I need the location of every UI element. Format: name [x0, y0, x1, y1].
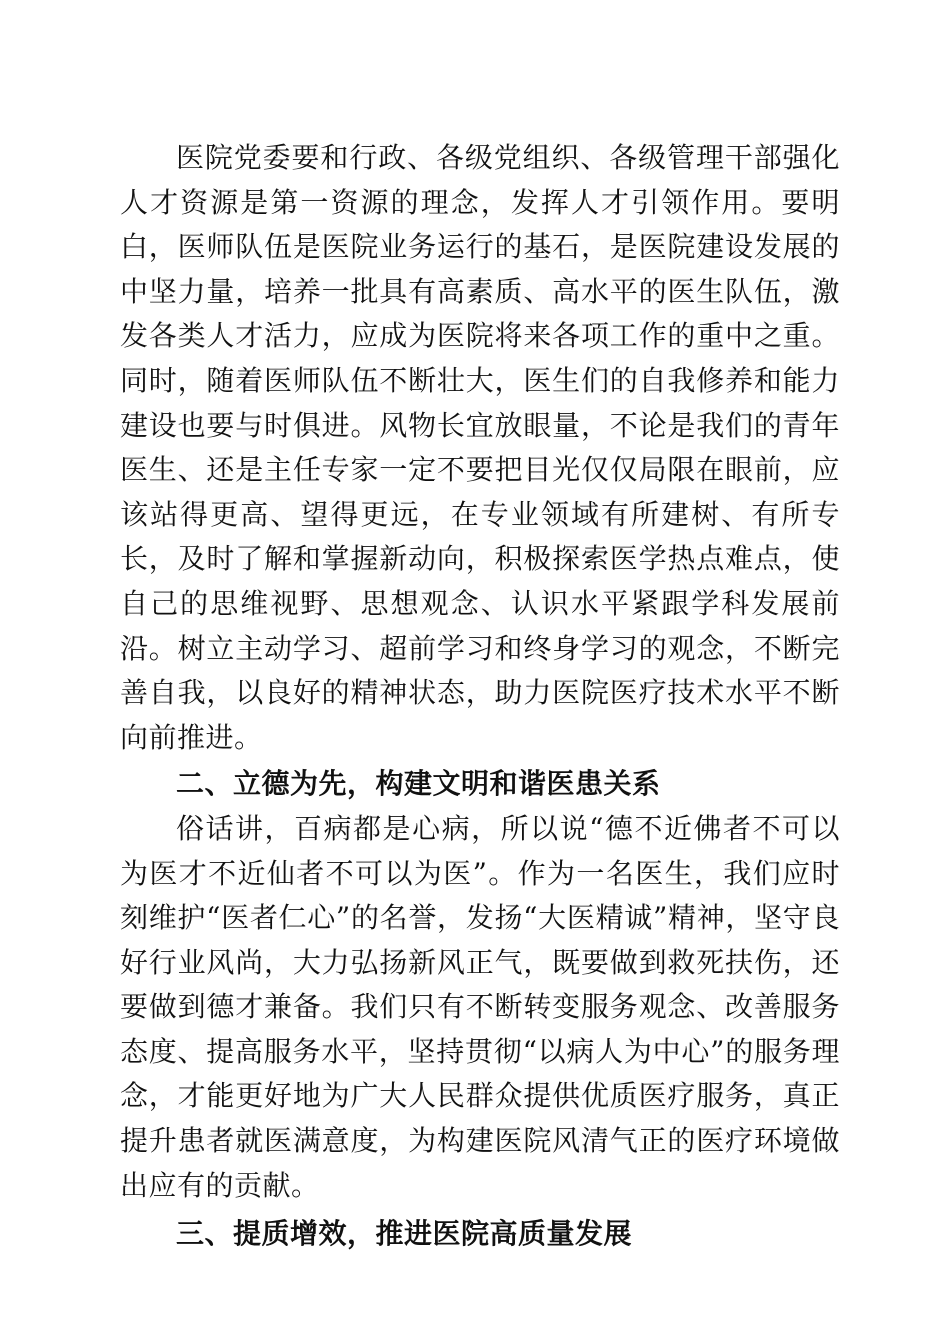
- section-heading-3: 三、提质增效，推进医院高质量发展: [176, 1217, 633, 1251]
- paragraph-talent: 医院党委要和行政、各级党组织、各级管理干部强化人才资源是第一资源的理念，发挥人才引领作用。要明白，医师队伍是医院业务运行的基石，是医院建设发展的中坚力量，培养一批具有高素质、高水平的医生队伍，激发各类人才活力，应成为医院将来各项工作的重中之重。同时，随着医师队伍不断壮大，医生们的自我修养和能力建设也要与时俱进。风物长宜放眼量，不论是我们的青年医生、还是主任专家一定不要把目光仅仅局限在眼前，应该站得更高、望得更远，在专业领域有所建树、有所专长，及时了解和掌握新动向，积极探索医学热点难点，使自己的思维视野、思想观念、认识水平紧跟学科发展前沿。树立主动学习、超前学习和终身学习的观念，不断完善自我，以良好的精神状态，助力医院医疗技术水平不断向前推进。: [120, 141, 840, 754]
- section-heading-2: 二、立德为先，构建文明和谐医患关系: [176, 767, 661, 801]
- paragraph-ethics: 俗话讲，百病都是心病，所以说“德不近佛者不可以为医才不近仙者不可以为医”。作为一名医生，我们应时刻维护“医者仁心”的名誉，发扬“大医精诚”精神，坚守良好行业风尚，大力弘扬新风正气，既要做到救死扶伤，还要做到德才兼备。我们只有不断转变服务观念、改善服务态度、提高服务水平，坚持贯彻“以病人为中心”的服务理念，才能更好地为广大人民群众提供优质医疗服务，真正提升患者就医满意度，为构建医院风清气正的医疗环境做出应有的贡献。: [120, 811, 840, 1202]
- document-body: [120, 136, 840, 1257]
